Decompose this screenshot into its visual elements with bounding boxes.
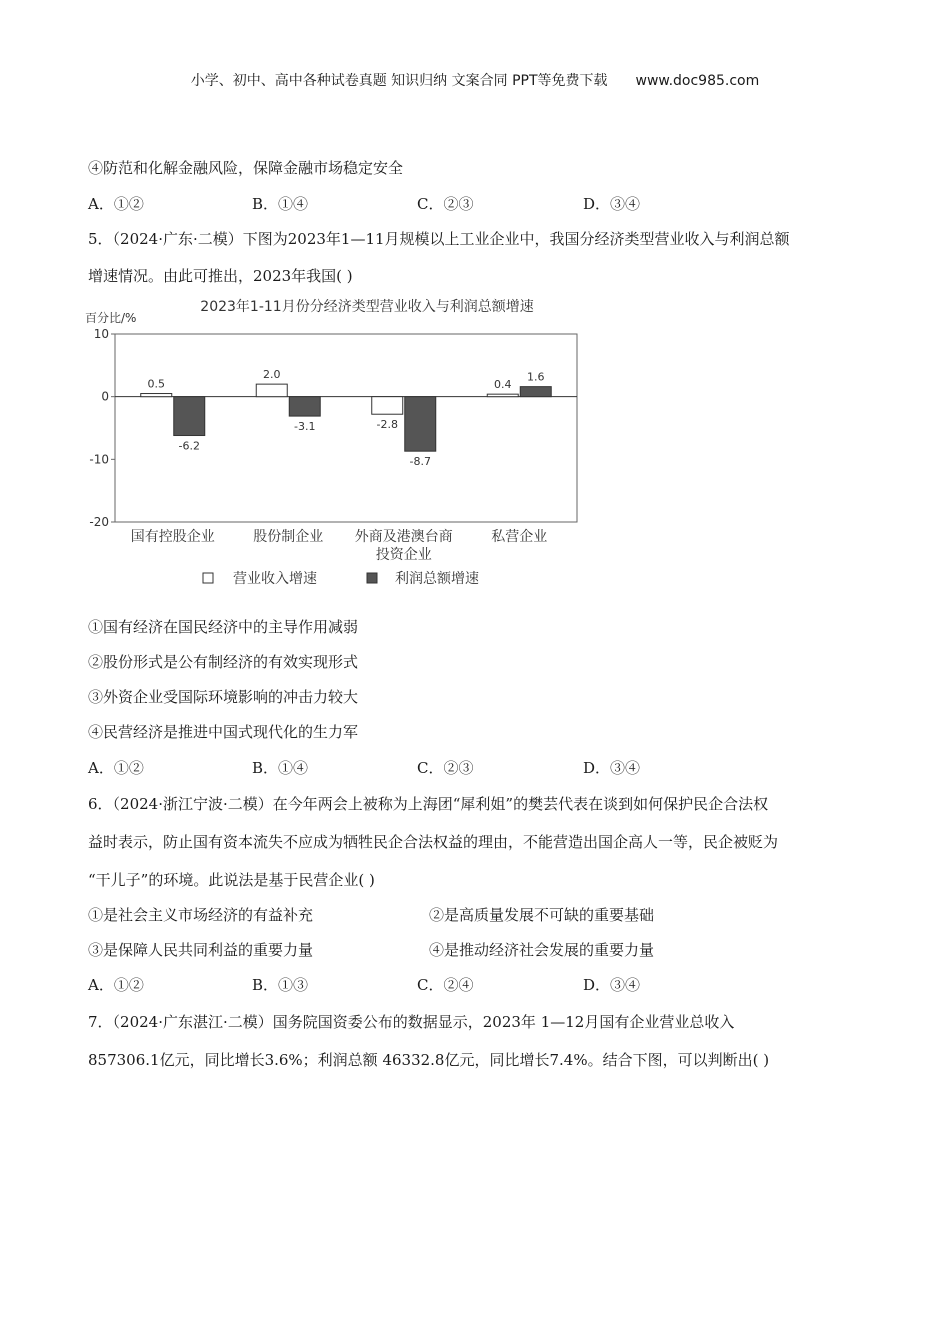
y-tick-label-1: 0 — [101, 389, 109, 404]
bar-profit-2 — [405, 397, 436, 452]
q5-stem-line2: 增速情况。由此可推出，2023年我国( ) — [88, 267, 353, 285]
q6-stem-line3: “干儿子”的环境。此说法是基于民营企业( ) — [88, 871, 375, 889]
chart-y-axis-label: 百分比/% — [85, 311, 137, 325]
q6-item-4: ④是推动经济社会发展的重要力量 — [429, 941, 655, 959]
header-text: 小学、初中、高中各种试卷真题 知识归纳 文案合同 PPT等免费下载 — [190, 73, 608, 89]
q5-item-2: ②股份形式是公有制经济的有效实现形式 — [88, 653, 359, 671]
bar-chart — [82, 292, 602, 602]
page-header — [0, 70, 950, 90]
q5-item-3: ③外资企业受国际环境影响的冲击力较大 — [88, 688, 359, 706]
legend-label-revenue: 营业收入增速 — [233, 571, 317, 587]
data-label-profit-2: -8.7 — [409, 455, 431, 469]
category-label-2-0: 外商及港澳台商 — [354, 529, 453, 545]
data-label-revenue-2: -2.8 — [376, 418, 398, 432]
q5-option-b[interactable]: B．①④ — [252, 759, 309, 777]
q6-stem-line2: 益时表示，防止国有资本流失不应成为牺牲民企合法权益的理由，不能营造出国企高人一等，民企被贬为 — [88, 833, 779, 851]
data-label-revenue-0: 0.5 — [147, 377, 165, 391]
header-site: www.doc985.com — [635, 73, 760, 89]
data-label-revenue-3: 0.4 — [494, 378, 512, 392]
bar-profit-1 — [289, 397, 320, 416]
q6-stem-line1: 6．（2024·浙江宁波·二模）在今年两会上被称为上海团“犀利姐”的樊芸代表在谈到如何保护民企合法权 — [88, 795, 769, 813]
bar-revenue-3 — [487, 394, 518, 397]
q6-option-b[interactable]: B．①③ — [252, 976, 309, 994]
q6-item-2: ②是高质量发展不可缺的重要基础 — [429, 906, 655, 924]
q6-option-a[interactable]: A．①② — [88, 976, 144, 994]
q6-item-1: ①是社会主义市场经济的有益补充 — [88, 906, 314, 924]
category-label-3-0: 私营企业 — [491, 529, 548, 545]
chart-title: 2023年1-11月份分经济类型营业收入与利润总额增速 — [200, 299, 534, 315]
y-tick-label-0: 10 — [93, 327, 109, 341]
legend-label-profit: 利润总额增速 — [395, 571, 479, 587]
data-label-profit-3: 1.6 — [527, 370, 545, 384]
y-tick-label-3: -20 — [89, 515, 109, 529]
q5-stem-line1: 5．（2024·广东·二模）下图为2023年1—11月规模以上工业企业中，我国分经济类型营业收入与利润总额 — [88, 230, 790, 248]
bar-profit-0 — [174, 397, 205, 436]
q5-chart — [82, 292, 602, 602]
q5-item-1: ①国有经济在国民经济中的主导作用减弱 — [88, 618, 359, 636]
q4-item-4: ④防范和化解金融风险，保障金融市场稳定安全 — [88, 159, 404, 177]
category-label-2-1: 投资企业 — [375, 547, 432, 563]
q7-stem-line1: 7．（2024·广东湛江·二模）国务院国资委公布的数据显示，2023年 1—12月国有企业营业总收入 — [88, 1013, 735, 1031]
y-tick-label-2: -10 — [89, 452, 109, 467]
q6-item-3: ③是保障人民共同利益的重要力量 — [88, 941, 314, 959]
bar-revenue-1 — [256, 384, 287, 397]
q7-stem-line2: 857306.1亿元，同比增长3.6%；利润总额 46332.8亿元，同比增长7.4%。结合下图，可以判断出( ) — [88, 1051, 770, 1069]
q6-option-c[interactable]: C．②④ — [417, 976, 474, 994]
q5-option-c[interactable]: C．②③ — [417, 759, 474, 777]
q4-option-c[interactable]: C．②③ — [417, 195, 474, 213]
legend-swatch-revenue — [203, 573, 213, 583]
data-label-revenue-1: 2.0 — [263, 368, 281, 382]
bar-revenue-0 — [141, 394, 172, 397]
q6-option-d[interactable]: D．③④ — [583, 976, 641, 994]
category-label-1-0: 股份制企业 — [253, 529, 324, 545]
q5-option-d[interactable]: D．③④ — [583, 759, 641, 777]
q5-item-4: ④民营经济是推进中国式现代化的生力军 — [88, 723, 359, 741]
q4-option-a[interactable]: A．①② — [88, 195, 144, 213]
category-label-0-0: 国有控股企业 — [130, 529, 215, 545]
q5-option-a[interactable]: A．①② — [88, 759, 144, 777]
data-label-profit-0: -6.2 — [178, 439, 200, 453]
data-label-profit-1: -3.1 — [294, 420, 316, 434]
bar-profit-3 — [520, 387, 551, 397]
bar-revenue-2 — [372, 397, 403, 415]
legend-swatch-profit — [367, 573, 377, 583]
q4-option-d[interactable]: D．③④ — [583, 195, 641, 213]
q4-option-b[interactable]: B．①④ — [252, 195, 309, 213]
